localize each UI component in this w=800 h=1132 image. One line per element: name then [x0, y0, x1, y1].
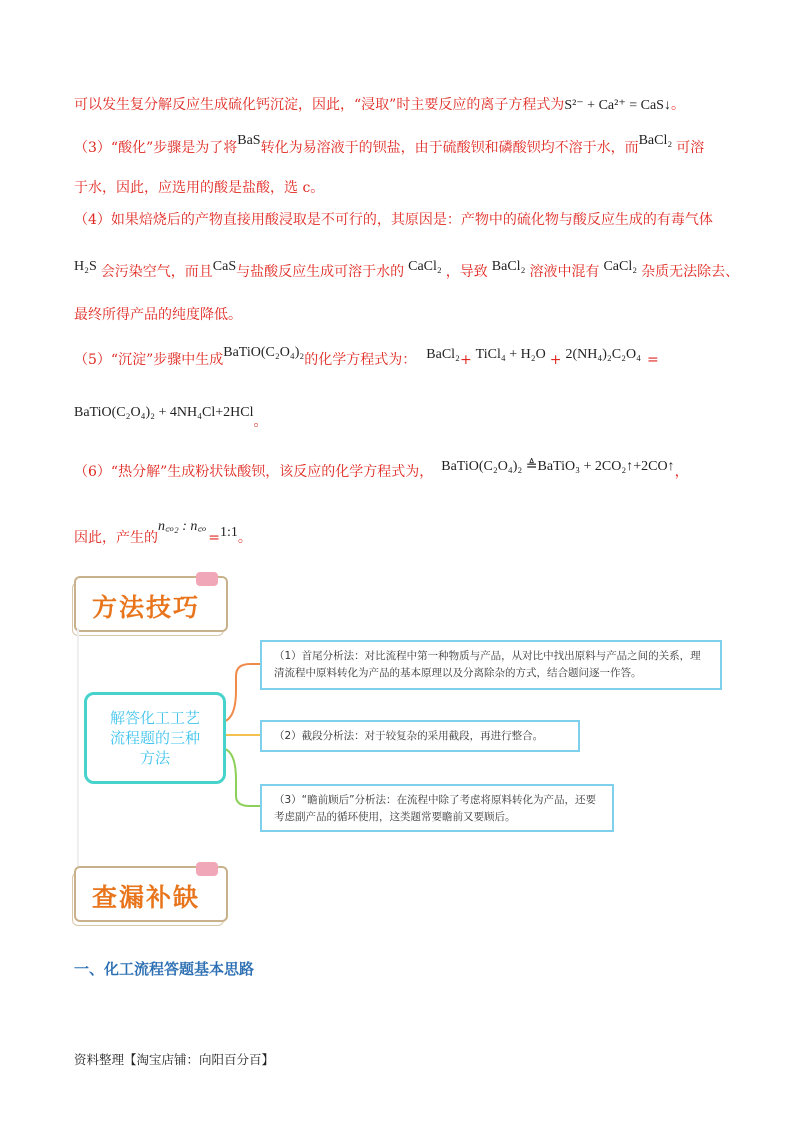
text: 转化为易溶液于的钡盐，由于硫酸钡和磷酸钡均不溶于水，而 — [260, 140, 639, 156]
text: （5）“沉淀”步骤中生成 — [74, 352, 224, 368]
badge-title: 方法技巧 — [92, 593, 201, 622]
plus-sign: + — [459, 352, 472, 368]
text: 与盐酸反应生成可溶于水的 — [236, 264, 405, 280]
method-box-2: （2）截段分析法：对于较复杂的采用截段，再进行整合。 — [260, 720, 580, 752]
method-box-1: （1）首尾分析法：对比流程中第一种物质与产品，从对比中找出原料与产品之间的关系，理清流程中原料转化为产品的基本原理以及分离除杂的方式，结合题问逐一作答。 — [260, 640, 722, 690]
diagram-center-box — [84, 692, 226, 784]
text: 因此，产生的 — [74, 530, 158, 546]
text: 会污染空气，而且 — [100, 264, 213, 280]
mole-ratio: n꜀ₒ₂ : n꜀ₒ — [158, 519, 207, 534]
text: 。 — [670, 97, 685, 113]
text: 。 — [237, 530, 252, 546]
equals-sign: = — [208, 530, 220, 546]
formula-ticl4-h2o: TiCl₄ + H₂O — [475, 347, 546, 362]
badge-title: 查漏补缺 — [92, 883, 201, 912]
text: ， — [674, 464, 689, 480]
formula-bacl2: BaCl₂ — [426, 347, 460, 362]
equals-sign: = — [647, 352, 659, 368]
answer-line-6: 最终所得产品的纯度降低。 — [74, 307, 242, 323]
ionic-equation: S²⁻ + Ca²⁺ = CaS↓ — [564, 98, 671, 113]
formula-cacl2: CaCl₂ — [408, 259, 442, 274]
formula-bas: BaS — [237, 133, 261, 148]
center-label: 解答化工工艺流程题的三种方法 — [109, 709, 200, 767]
text: 。 — [253, 414, 268, 430]
formula-cas: CaS — [212, 259, 237, 274]
method-box-3: （3）“瞻前顾后”分析法：在流程中除了考虑将原料转化为产品，还要考虑副产品的循环使用，这类题常要瞻前又要顾后。 — [260, 784, 614, 832]
decomposition-equation: BaTiO(C₂O₄)₂ ≜BaTiO₃ + 2CO₂↑+2CO↑ — [441, 459, 675, 474]
answer-line-4: （4）如果焙烧后的产物直接用酸浸取是不可行的，其原因是：产物中的硫化物与酸反应生成的有毒气体 — [74, 212, 713, 228]
answer-line-3: 于水，因此，应选用的酸是盐酸，选 c。 — [74, 180, 325, 196]
text: 可溶 — [676, 140, 705, 156]
pin-icon — [196, 862, 218, 876]
section-heading: 一、化工流程答题基本思路 — [74, 960, 255, 978]
formula-h2s: H₂S — [74, 259, 97, 274]
text: 可以发生复分解反应生成硫化钙沉淀，因此，“浸取”时主要反应的离子方程式为 — [74, 97, 565, 113]
ratio-value: 1:1 — [219, 525, 238, 540]
text: （3）“酸化”步骤是为了将 — [74, 140, 238, 156]
formula-cacl2: CaCl₂ — [603, 259, 638, 274]
text: 溶液中混有 — [529, 264, 600, 280]
text: 的化学方程式为： — [304, 352, 417, 368]
connector-orange — [220, 664, 260, 722]
footer-note: 资料整理【淘宝店铺：向阳百分百】 — [74, 1052, 275, 1067]
section-badge-gaps — [74, 866, 228, 922]
plus-sign: + — [549, 352, 562, 368]
equation-products: BaTiO(C₂O₄)₂ + 4NH₄Cl+2HCl — [74, 405, 254, 420]
text: （6）“热分解”生成粉状钛酸钡，该反应的化学方程式为， — [74, 464, 434, 480]
formula-bacl2: BaCl₂ — [638, 133, 673, 148]
formula-oxalate: 2(NH₄)₂C₂O₄ — [565, 347, 641, 362]
formula-bacl2: BaCl₂ — [491, 259, 526, 274]
text: 杂质无法除去、 — [641, 264, 740, 280]
connector-green — [220, 748, 260, 806]
text: ，导致 — [445, 264, 488, 280]
formula-product: BaTiO(C₂O₄)₂ — [223, 345, 305, 360]
